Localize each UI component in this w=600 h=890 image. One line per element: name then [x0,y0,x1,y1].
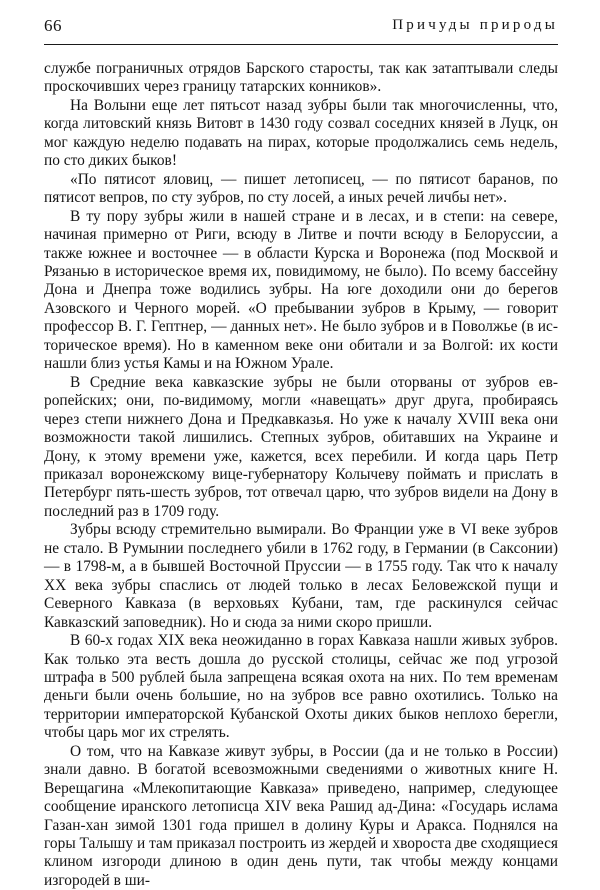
paragraph: Зубры всюду стремительно вымирали. Во Франции уже в VI веке зубров не стало. В Румынии последнего убили в 1762 году, в Германии (в Саксонии) — в 1798-м, а в бывшей Восточной Пруссии — в 1755 году. Так что к началу XX века зубры спаслись от людей только в лесах Беловежской пущи и Северного Кавказа (в верховьях Кубани, там, где раскинулся сейчас Кавказский заповедник). Но и сюда за ними скоро пришли. [44,521,558,631]
paragraph: службе пограничных отрядов Барского старосты, так как затаптывали следы проскочивших через границу татарских конников». [44,60,558,96]
paragraph: В Средние века кавказские зубры не были оторваны от зубров европейских; они, по-видимому, могли «навещать» друг друга, пробираясь через степи нижнего Дона и Предкавказья. Но уже к началу XVIII века они возможности такой лишились. Степных зубров, обитавших на Украине и Дону, к этому времени уже, кажется, всех перебили. И когда царь Петр приказал воронежскому вице-губернатору Колычеву поймать и прислать в Петербург пять-шесть зубров, тот отвечал царю, что зубров видели на Дону в последний раз в 1709 году. [44,373,558,520]
header-rule [44,44,558,45]
page-header [44,16,558,40]
paragraph: На Волыни еще лет пятьсот назад зубры были так многочисленны, что, когда литовский князь Витовт в 1430 году созвал соседних князей в Луцк, он мог каждую неделю подавать на пирах, которые продолжались семь недель, по сто диких быков! [44,96,558,170]
paragraph: «По пятисот яловиц, — пишет летописец, — по пятисот баранов, по пятисот вепров, по сту зубров, по сту лосей, а иных речей личбы нет». [44,170,558,207]
body-text [44,60,558,890]
paragraph: В 60-х годах XIX века неожиданно в горах Кавказа нашли живых зубров. Как только эта весть дошла до русской столицы, сейчас же под угрозой штрафа в 500 рублей была запрещена всякая охота на них. По тем временам деньги были очень большие, но на зубров все равно охотились. Только на территории императорской Кубанской Охоты диких быков неплохо берегли, чтобы царь мог их стрелять. [44,632,558,742]
paragraph: В ту пору зубры жили в нашей стране и в лесах, и в степи: на севере, начиная примерно от Риги, всюду в Литве и почти всюду в Белоруссии, а также южнее и восточнее — в области Курска и Воронежа (под Москвой и Рязанью в историческое время их, повидимому, не было). По всему бассейну Дона и Днепра тоже водились зубры. На юге доходили они до берегов Азовского и Черного морей. «О пребывании зубров в Крыму, — говорит профессор В. Г. Гептнер, — данных нет». Не было зубров и в Поволжье (в историческое время). Но в каменном веке они обитали и за Волгой: их кости нашли близ устья Камы и на Южном Урале. [44,207,558,373]
paragraph: О том, что на Кавказе живут зубры, в России (да и не только в России) знали давно. В богатой всевозможными сведениями о животных книге Н. Верещагина «Млекопитающие Кавказа» приведено, например, следующее сообщение иранского летописца XIV века Рашид ад-Дина: «Государь ислама Газан-хан зимой 1301 года пришел в долину Куры и Аракса. Поднялся на горы Талышу и там приказал построить из жердей и хвороста две сходящиеся клином изгороди длиною в один день пути, так чтобы между концами изгородей в ши- [44,742,558,889]
running-title: Причуды природы [392,17,558,33]
page-number: 66 [44,16,62,35]
